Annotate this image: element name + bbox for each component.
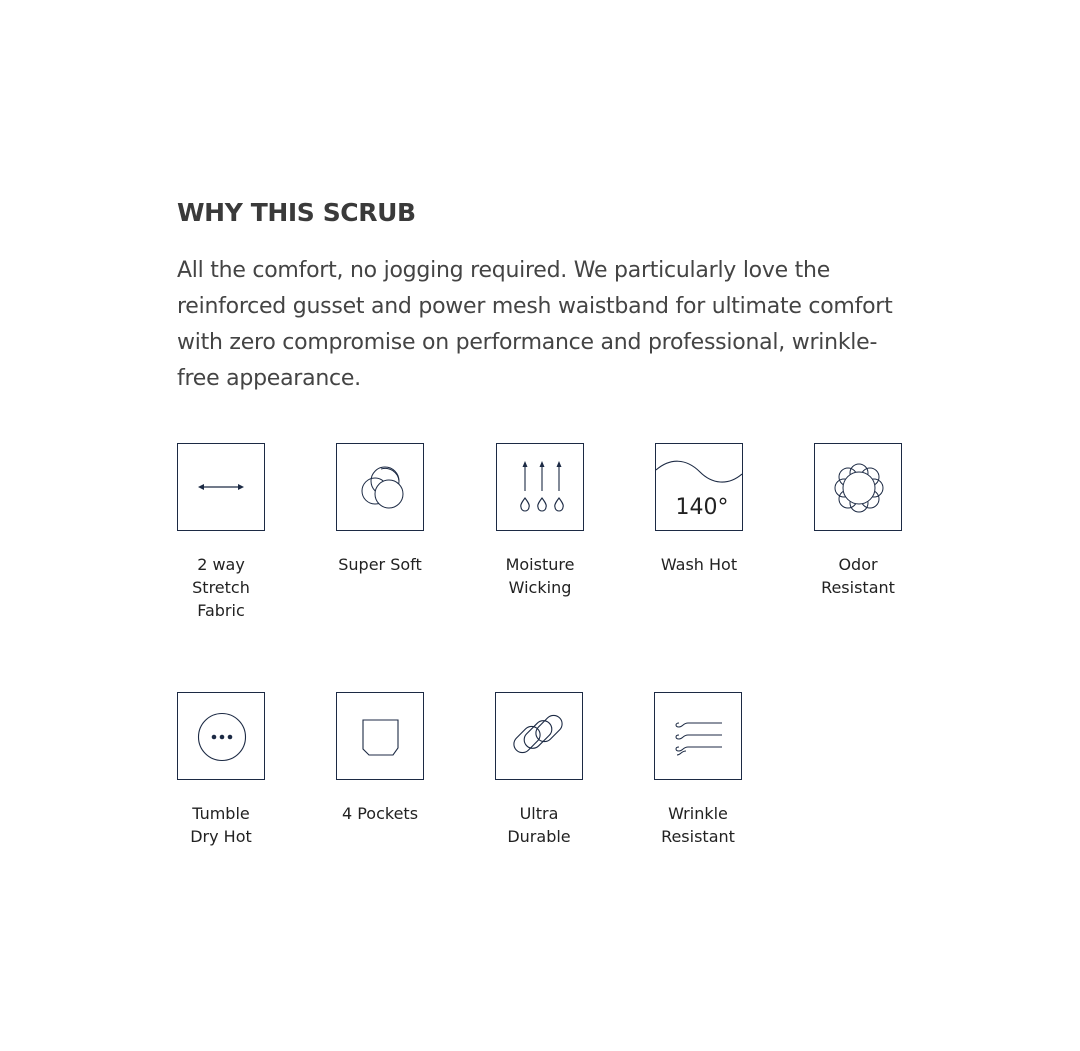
moisture-wicking-icon <box>496 443 584 531</box>
feature-odor <box>814 443 902 597</box>
section-description: All the comfort, no jogging required. We particularly love the reinforced gusset and power mesh waistband for ultimate comfort with zero compromise on performance and professional, wrinkle-free appearance. <box>177 258 893 391</box>
feature-label: 4 Pockets <box>341 804 419 823</box>
cloud-icon <box>336 443 424 531</box>
feature-label: 2 way Stretch Fabric <box>192 555 250 620</box>
two-way-arrow-icon <box>177 443 265 531</box>
wrinkle-lines-icon <box>654 692 742 780</box>
chain-link-icon <box>495 692 583 780</box>
feature-wash <box>655 443 743 574</box>
feature-label: Super Soft <box>338 555 422 574</box>
feature-label: Ultra Durable <box>507 804 571 846</box>
feature-wrinkle <box>654 692 742 846</box>
feature-label: Tumble Dry Hot <box>190 804 252 846</box>
feature-stretch <box>177 443 265 620</box>
why-this-scrub-section <box>177 196 917 397</box>
feature-soft <box>336 443 424 574</box>
flower-icon <box>814 443 902 531</box>
tumble-dry-icon <box>177 692 265 780</box>
section-title: WHY THIS SCRUB <box>177 198 416 227</box>
wash-temperature-icon <box>655 443 743 531</box>
feature-moisture <box>496 443 584 597</box>
feature-label: Moisture Wicking <box>505 555 575 597</box>
wash-temperature-value: 140° <box>675 495 729 520</box>
feature-label: Wash Hot <box>660 555 738 574</box>
feature-dry <box>177 692 265 846</box>
pocket-icon <box>336 692 424 780</box>
feature-pockets <box>336 692 424 823</box>
feature-label: Odor Resistant <box>821 555 895 597</box>
feature-durable <box>495 692 583 846</box>
feature-label: Wrinkle Resistant <box>661 804 735 846</box>
